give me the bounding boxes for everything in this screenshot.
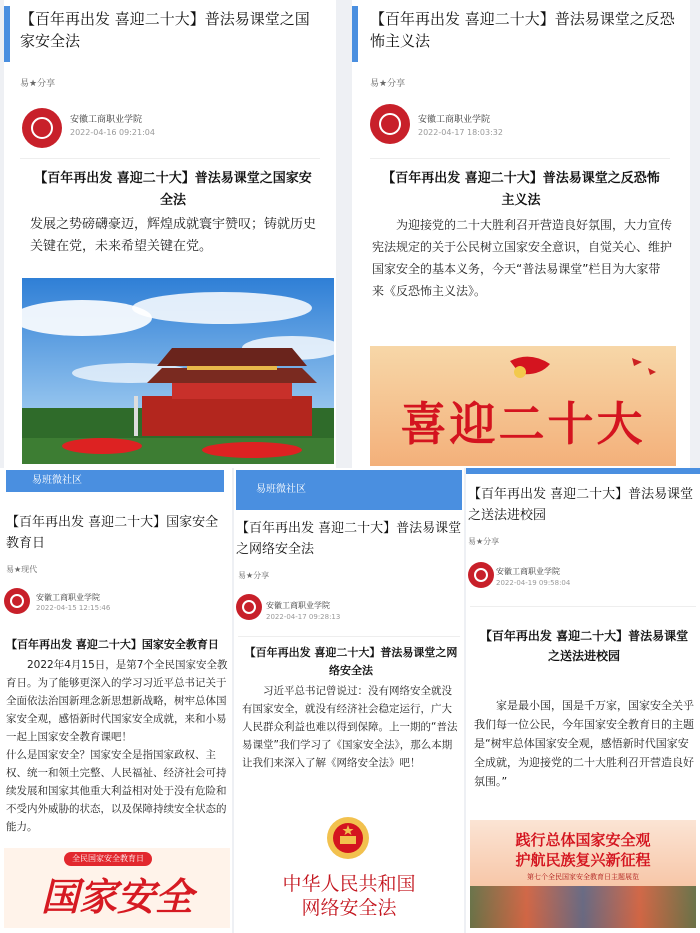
law-name-line2: 网络安全法 xyxy=(301,897,397,919)
post-date: 2022-04-17 09:28:13 xyxy=(266,613,341,621)
poster-figures xyxy=(470,886,696,928)
post-date: 2022-04-17 18:03:32 xyxy=(418,128,503,137)
divider xyxy=(370,158,670,159)
college-logo xyxy=(22,108,62,148)
divider xyxy=(238,636,460,637)
article-title[interactable]: 【百年再出发 喜迎二十大】国家安全教育日 xyxy=(6,515,219,551)
banner-subtitle: 全民国家安全教育日 xyxy=(64,852,152,866)
channel-label: 易★分享 xyxy=(370,79,406,89)
author-name: 安徽工商职业学院 xyxy=(418,115,491,125)
article-body: 为迎接党的二十大胜利召开营造良好氛围，大力宣传宪法规定的关于公民树立国家安全意识，自觉关心、维护国家安全的基本义务，今天“普法易课堂”栏目为大家带来《反恐怖主义法》。 xyxy=(372,218,673,298)
article-card-national-security-law[interactable] xyxy=(4,0,336,468)
poster-caption: 第七个全民国家安全教育日主题展览 xyxy=(527,873,639,881)
poster-line1: 践行总体国家安全观 xyxy=(515,831,651,849)
article-card-law-to-campus[interactable] xyxy=(466,468,700,933)
article-card-cybersecurity-law[interactable] xyxy=(234,468,464,933)
title-accent-bar xyxy=(4,6,10,62)
article-body: 家是最小国，国是千万家，国家安全关乎我们每一位公民，今年国家安全教育日的主题是“树牢总体国家安全观，感悟新时代国家安全成就，为迎接党的二十大胜利召开营造良好氛围。” xyxy=(474,699,694,788)
law-name-line1: 中华人民共和国 xyxy=(282,873,416,895)
divider xyxy=(470,606,696,607)
article-body: 发展之势磅礴豪迈，辉煌成就寰宇赞叹；铸就历史关键在党，未来希望关键在党。 xyxy=(30,217,317,254)
national-emblem xyxy=(326,816,370,860)
author-name: 安徽工商职业学院 xyxy=(496,567,560,576)
post-date: 2022-04-19 09:58:04 xyxy=(496,579,571,587)
banner-text: 国家安全 xyxy=(40,875,193,919)
channel-label: 易★分享 xyxy=(468,537,500,546)
channel-label: 易★现代 xyxy=(6,565,38,574)
article-card-anti-terrorism-law[interactable] xyxy=(352,0,690,468)
college-logo xyxy=(468,562,494,588)
article-title[interactable]: 【百年再出发 喜迎二十大】普法易课堂之反恐怖主义法 xyxy=(370,10,675,50)
article-title[interactable]: 【百年再出发 喜迎二十大】普法易课堂之国家安全法 xyxy=(20,10,310,50)
author-name: 安徽工商职业学院 xyxy=(70,115,143,125)
article-heading: 【百年再出发 喜迎二十大】国家安全教育日 xyxy=(6,638,219,651)
community-tag: 易班微社区 xyxy=(6,470,224,492)
poster-line2: 护航民族复兴新征程 xyxy=(515,851,651,869)
community-tag: 易班微社区 xyxy=(236,470,462,510)
article-heading: 【百年再出发 喜迎二十大】普法易课堂之反恐怖主义法 xyxy=(382,171,660,208)
article-title[interactable]: 【百年再出发 喜迎二十大】普法易课堂之网络安全法 xyxy=(236,521,462,557)
banner-text: 喜迎二十大 xyxy=(400,397,646,451)
article-body: 2022年4月15日，是第7个全民国家安全教育日。为了能够更深入的学习习近平总书记关于全面依法治国新理念新思想新战略，树牢总体国家安全观，感悟新时代国家安全成就，来和小易一起上国家安全教育课吧！ 什么是国家安全？国家安全是指国家政权、主权、统一和领土完整、人民福祉、经济社会可持续发展和国家其他重大利益相对处于没有危险和不受内外威胁的状态，以及保障持续安全状态的能力。 xyxy=(6,659,228,833)
post-date: 2022-04-15 12:15:46 xyxy=(36,604,111,612)
article-card-security-education-day[interactable] xyxy=(0,468,232,933)
author-name: 安徽工商职业学院 xyxy=(36,593,100,602)
celebration-banner xyxy=(370,346,676,466)
title-accent-bar xyxy=(352,6,358,62)
channel-label: 易★分享 xyxy=(238,571,270,580)
tiananmen-photo xyxy=(22,278,334,464)
article-heading: 【百年再出发 喜迎二十大】普法易课堂之网络安全法 xyxy=(244,646,458,677)
article-heading: 【百年再出发 喜迎二十大】普法易课堂之送法进校园 xyxy=(479,629,689,663)
article-heading: 【百年再出发 喜迎二十大】普法易课堂之国家安全法 xyxy=(34,171,312,208)
security-poster xyxy=(470,820,696,928)
college-logo xyxy=(370,104,410,144)
author-name: 安徽工商职业学院 xyxy=(266,601,330,610)
divider xyxy=(20,158,320,159)
title-accent-bar xyxy=(466,468,700,474)
article-title[interactable]: 【百年再出发 喜迎二十大】普法易课堂之送法进校园 xyxy=(468,487,694,523)
security-day-banner xyxy=(4,848,230,928)
college-logo xyxy=(236,594,262,620)
post-date: 2022-04-16 09:21:04 xyxy=(70,128,155,137)
article-body: 习近平总书记曾说过：没有网络安全就没有国家安全，就没有经济社会稳定运行，广大人民群众利益也难以得到保障。上一期的“普法易课堂”我们学习了《国家安全法》，那么本期让我们来深入了解《网络安全法》吧！ xyxy=(242,685,458,769)
college-logo xyxy=(4,588,30,614)
channel-label: 易★分享 xyxy=(20,79,56,89)
